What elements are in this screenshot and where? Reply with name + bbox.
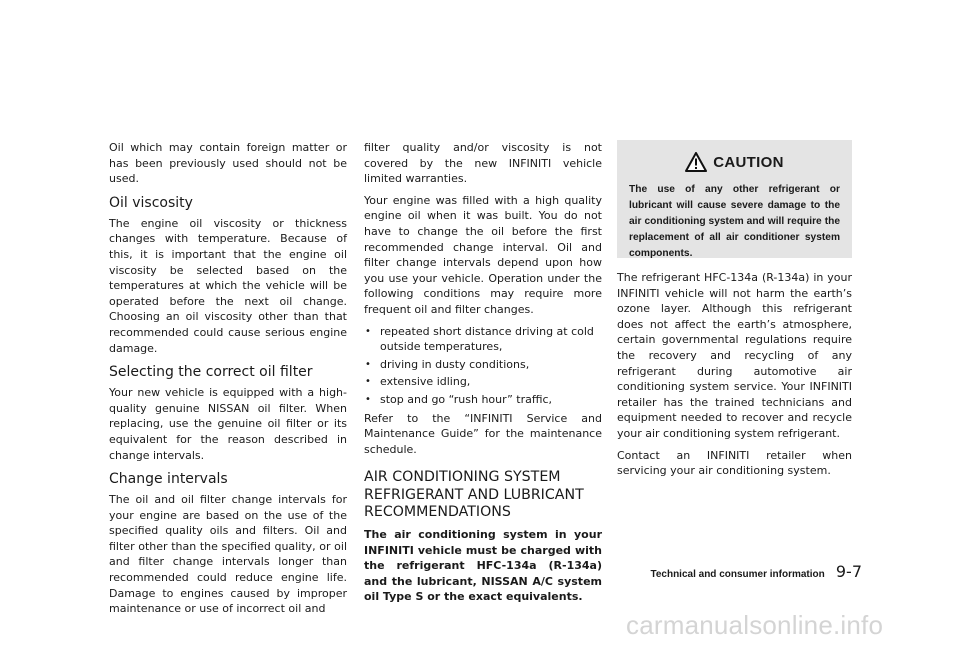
list-item: • repeated short distance driving at cold outside temperatures, <box>364 324 602 355</box>
change-intervals-paragraph: The oil and oil filter change intervals for your engine are based on the use of the specified quality oils and filters. Oil and filter other than the specified quality, or oil and filter change intervals longer than recommended could reduce engine life. Damage to engines caused by improper maintenance or use of incorrect oil and <box>109 493 347 616</box>
intro-paragraph: Oil which may contain foreign matter or has been previously used should not be used. <box>109 141 347 186</box>
page-footer <box>622 562 862 581</box>
factory-fill-paragraph: Your engine was filled with a high quality engine oil when it was built. You do not have to change the oil before the first recommended change interval. Oil and filter change intervals depend upon how you use your vehicle. Operation under the following conditions may require more frequent oil and filter changes. <box>364 193 602 316</box>
oil-filter-heading: Selecting the correct oil filter <box>109 364 313 381</box>
list-item: • driving in dusty conditions, <box>364 357 602 373</box>
oil-viscosity-paragraph: The engine oil viscosity or thickness changes with temperature. Because of this, it is important that the engine oil viscosity be selected based on the temperatures at which the vehicle will be operated before the next oil change. Choosing an oil viscosity other than that recommended could cause serious engine damage. <box>109 216 347 355</box>
list-item: • extensive idling, <box>364 374 602 390</box>
refrigerant-paragraph: The refrigerant HFC-134a (R-134a) in your INFINITI vehicle will not harm the earth’s ozone layer. Although this refrigerant does not affect the earth’s atmosphere, certain governmental regulations require the recovery and recycling of any refrigerant during automotive air conditioning system service. Your INFINITI retailer has the trained technicians and equipment needed to recover and recycle your air conditioning system refrigerant. <box>617 271 852 440</box>
refer-paragraph: Refer to the “INFINITI Service and Maintenance Guide” for the maintenance schedule. <box>364 411 602 456</box>
oil-viscosity-heading: Oil viscosity <box>109 194 193 211</box>
warning-triangle-icon <box>685 152 707 172</box>
change-intervals-heading: Change intervals <box>109 471 228 488</box>
column-left <box>109 140 347 623</box>
column-right <box>617 140 852 485</box>
watermark: carmanualsonline.info <box>626 610 884 640</box>
list-item: • stop and go “rush hour” traffic, <box>364 392 602 408</box>
ac-section-heading: AIR CONDITIONING SYSTEM REFRIGERANT AND LUBRICANT RECOMMENDATIONS <box>364 469 584 521</box>
caution-header <box>629 152 840 172</box>
oil-filter-paragraph: Your new vehicle is equipped with a high-quality genuine NISSAN oil filter. When replacing, use the genuine oil filter or its equivalent for the reason described in change intervals. <box>109 386 347 462</box>
caution-box <box>617 140 852 258</box>
ac-requirement-paragraph: The air conditioning system in your INFINITI vehicle must be charged with the refrigerant HFC-134a (R-134a) and the lubricant, NISSAN A/C system oil Type S or the exact equivalents. <box>364 528 602 604</box>
contact-paragraph: Contact an INFINITI retailer when servicing your air conditioning system. <box>617 448 852 478</box>
page-number: 9-7 <box>835 562 862 581</box>
conditions-list <box>364 324 602 408</box>
column-middle <box>364 140 602 611</box>
caution-text: The use of any other refrigerant or lubricant will cause severe damage to the air conditioning system and will require the replacement of all air conditioner system components. <box>629 184 840 259</box>
section-label: Technical and consumer information <box>650 569 825 580</box>
warranty-paragraph: filter quality and/or viscosity is not covered by the new INFINITI vehicle limited warranties. <box>364 141 602 186</box>
caution-title: CAUTION <box>713 153 784 171</box>
